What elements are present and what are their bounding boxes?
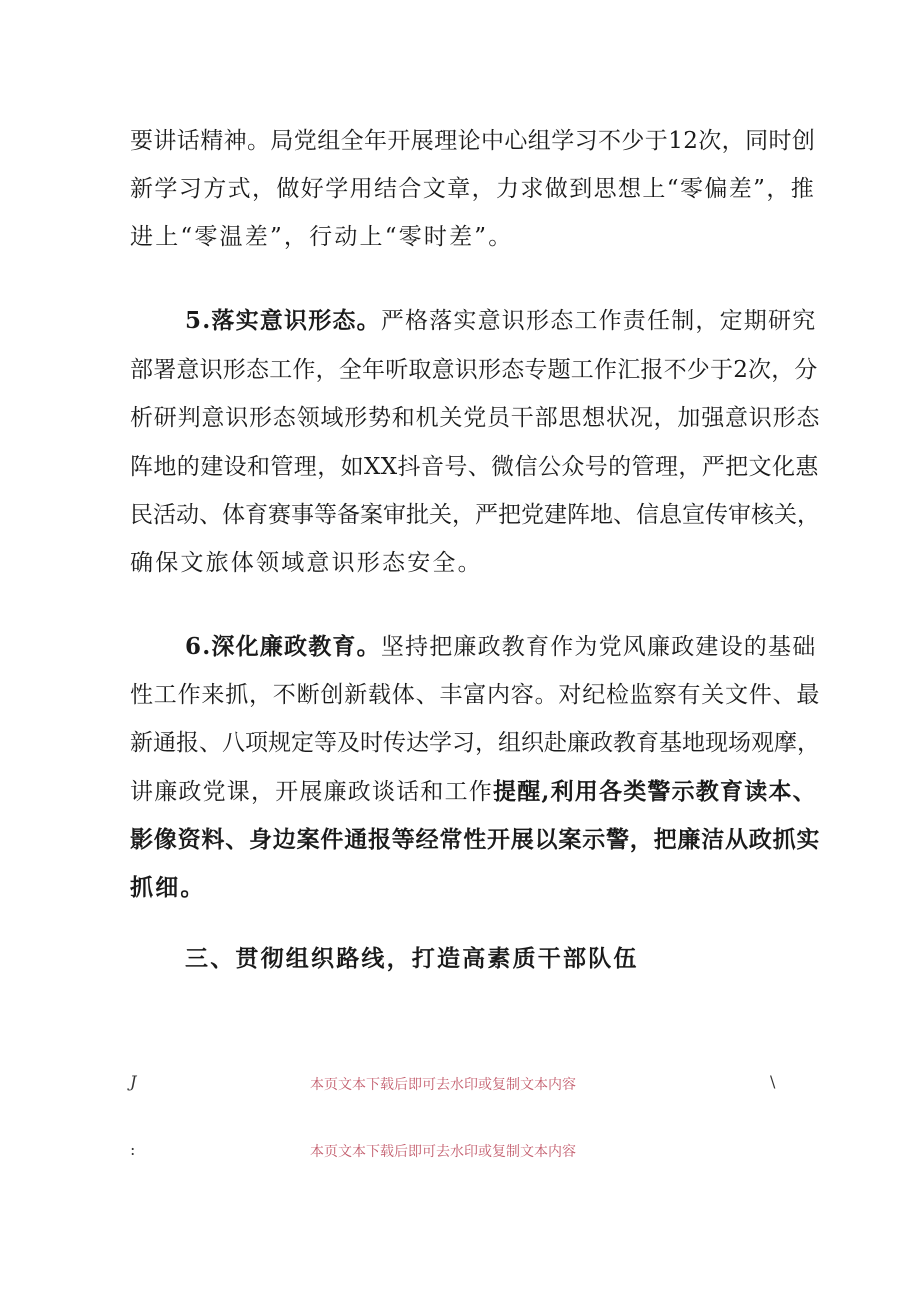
paragraph-2-line-2: 部署意识形态工作，全年听取意识形态专题工作汇报不少于2次，分 [130,357,818,383]
paragraph-3-line-1 [185,632,816,662]
paragraph-3-line-6: 抓细。 [130,874,206,901]
section-3-title: 三、贯彻组织路线，打造高素质干部队伍 [185,945,639,972]
paragraph-1-line-3: 进上“零温差”，行动上“零时差”。 [130,224,514,250]
paragraph-3-line-5: 影像资料、身边案件通报等经常性开展以案示警，把廉洁从政抓实 [130,826,821,853]
paragraph-2-line-5: 民活动、体育赛事等备案审批关，严把党建阵地、信息宣传审核关， [130,502,820,528]
paragraph-3-line-1-text: 坚持把廉政教育作为党风廉政建设的基础 [380,634,817,660]
paragraph-2-heading: 5.落实意识形态。 [185,307,381,334]
paragraph-2-line-1-text: 严格落实意识形态工作责任制，定期研究 [380,308,817,334]
watermark-text-1: 本页文本下载后即可去水印或复制文本内容 [310,1077,576,1093]
watermark-text-2: 本页文本下载后即可去水印或复制文本内容 [310,1144,576,1160]
paragraph-2-line-6: 确保文旅体领域意识形态安全。 [130,550,483,576]
paragraph-2-line-1 [185,306,816,336]
footer-mark-left-2: : [130,1140,136,1159]
paragraph-3-heading: 6.深化廉政教育。 [185,633,381,660]
paragraph-3-line-3: 新通报、八项规定等及时传达学习，组织赴廉政教育基地现场观摩， [130,730,820,756]
paragraph-2-line-4: 阵地的建设和管理，如XX抖音号、微信公众号的管理，严把文化惠 [130,454,819,480]
paragraph-1-line-2: 新学习方式，做好学用结合文章，力求做到思想上“零偏差”，推 [130,176,816,202]
paragraph-3-line-4-bold: 提醒,利用各类警示教育读本、 [493,778,817,805]
paragraph-1-line-1: 要讲话精神。局党组全年开展理论中心组学习不少于12次，同时创 [130,128,816,154]
paragraph-3-line-4 [130,777,817,807]
footer-mark-left-1: J [130,1072,137,1091]
footer-mark-right-1: \ [770,1072,776,1091]
paragraph-2-line-3: 析研判意识形态领域形势和机关党员干部思想状况，加强意识形态 [130,405,821,431]
paragraph-3-line-2: 性工作来抓，不断创新载体、丰富内容。对纪检监察有关文件、最 [130,682,821,708]
paragraph-3-line-4-text: 讲廉政党课，开展廉政谈话和工作 [130,779,493,805]
